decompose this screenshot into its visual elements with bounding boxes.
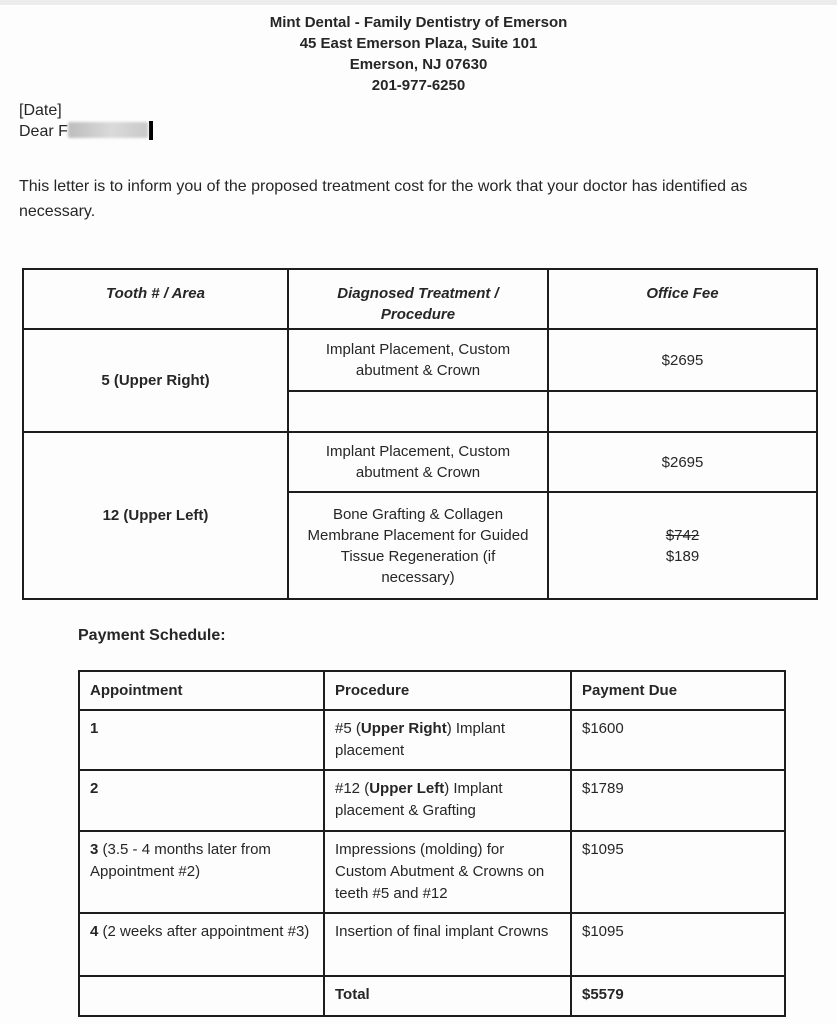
procedure-cell-empty bbox=[288, 391, 548, 432]
procedure-text: #12 ( bbox=[335, 780, 370, 797]
appointment-note: (2 weeks after appointment #3) bbox=[98, 923, 310, 940]
table-row bbox=[79, 831, 785, 913]
fee-cell: $2695 bbox=[548, 329, 817, 391]
table-row bbox=[79, 770, 785, 831]
clinic-address-line1: 45 East Emerson Plaza, Suite 101 bbox=[299, 35, 538, 52]
payment-schedule-table bbox=[78, 670, 786, 1017]
payment-cell: $1600 bbox=[571, 710, 785, 770]
total-value: $5579 bbox=[571, 976, 785, 1016]
fee-header-office-fee: Office Fee bbox=[548, 269, 817, 329]
procedure-text-bold: Upper Left bbox=[369, 780, 445, 797]
schedule-header-appointment: Appointment bbox=[79, 671, 324, 710]
tooth-area-cell: 12 (Upper Left) bbox=[23, 432, 288, 599]
procedure-text: Impressions (molding) for Custom Abutment & Crowns on teeth #5 and #12 bbox=[335, 841, 545, 902]
clinic-name: Mint Dental - Family Dentistry of Emerson bbox=[269, 14, 568, 31]
clinic-address-line2: Emerson, NJ 07630 bbox=[349, 56, 488, 73]
greeting-line bbox=[19, 121, 837, 142]
date-placeholder: [Date] bbox=[19, 102, 62, 119]
appointment-number: 4 bbox=[90, 923, 99, 940]
clinic-phone: 201-977-6250 bbox=[371, 77, 466, 94]
appointment-note: (3.5 - 4 months later from Appointment #2) bbox=[90, 841, 271, 880]
fee-header-treatment: Diagnosed Treatment / Procedure bbox=[288, 269, 548, 329]
appointment-cell bbox=[79, 710, 324, 770]
schedule-header-procedure: Procedure bbox=[324, 671, 571, 710]
procedure-cell bbox=[324, 913, 571, 976]
procedure-text: ) Implant placement bbox=[335, 720, 506, 759]
procedure-cell: Implant Placement, Custom abutment & Crown bbox=[288, 329, 548, 391]
procedure-cell bbox=[324, 770, 571, 831]
fee-header-tooth-area: Tooth # / Area bbox=[23, 269, 288, 329]
revised-fee: $189 bbox=[665, 547, 700, 565]
tooth-area-cell: 5 (Upper Right) bbox=[23, 329, 288, 432]
fee-cell: $2695 bbox=[548, 432, 817, 492]
struck-fee: $742 bbox=[665, 526, 700, 544]
treatment-fee-table bbox=[22, 268, 818, 600]
appointment-number: 2 bbox=[90, 780, 99, 797]
procedure-cell: Bone Grafting & Collagen Membrane Placement for Guided Tissue Regeneration (if necessary) bbox=[288, 492, 548, 599]
payment-cell: $1789 bbox=[571, 770, 785, 831]
appointment-cell bbox=[79, 831, 324, 913]
greeting-prefix: Dear F bbox=[19, 123, 68, 140]
total-empty-cell bbox=[79, 976, 324, 1016]
payment-schedule-heading: Payment Schedule: bbox=[78, 627, 226, 644]
table-row bbox=[79, 710, 785, 770]
fee-cell bbox=[548, 492, 817, 599]
procedure-text: ) Implant placement & Grafting bbox=[335, 780, 503, 819]
fee-cell-empty bbox=[548, 391, 817, 432]
appointment-cell bbox=[79, 770, 324, 831]
appointment-number: 1 bbox=[90, 720, 99, 737]
total-row bbox=[79, 976, 785, 1016]
appointment-cell bbox=[79, 913, 324, 976]
schedule-header-payment-due: Payment Due bbox=[571, 671, 785, 710]
table-row bbox=[79, 913, 785, 976]
text-cursor bbox=[149, 121, 153, 140]
payment-cell: $1095 bbox=[571, 831, 785, 913]
intro-paragraph: This letter is to inform you of the proposed treatment cost for the work that your doctor has identified as necessary. bbox=[19, 178, 748, 220]
letter-meta bbox=[19, 100, 837, 142]
procedure-text-bold: Upper Right bbox=[360, 720, 447, 737]
total-label: Total bbox=[324, 976, 571, 1016]
appointment-number: 3 bbox=[90, 841, 99, 858]
procedure-cell: Implant Placement, Custom abutment & Crown bbox=[288, 432, 548, 492]
procedure-cell bbox=[324, 710, 571, 770]
procedure-cell bbox=[324, 831, 571, 913]
letterhead bbox=[0, 5, 837, 96]
table-row bbox=[23, 329, 817, 391]
schedule-header-row bbox=[79, 671, 785, 710]
procedure-text: Insertion of final implant Crowns bbox=[335, 923, 549, 940]
redacted-patient-name bbox=[68, 122, 148, 138]
fee-table-header-row bbox=[23, 269, 817, 329]
table-row bbox=[23, 432, 817, 492]
procedure-text: #5 ( bbox=[335, 720, 361, 737]
payment-cell: $1095 bbox=[571, 913, 785, 976]
